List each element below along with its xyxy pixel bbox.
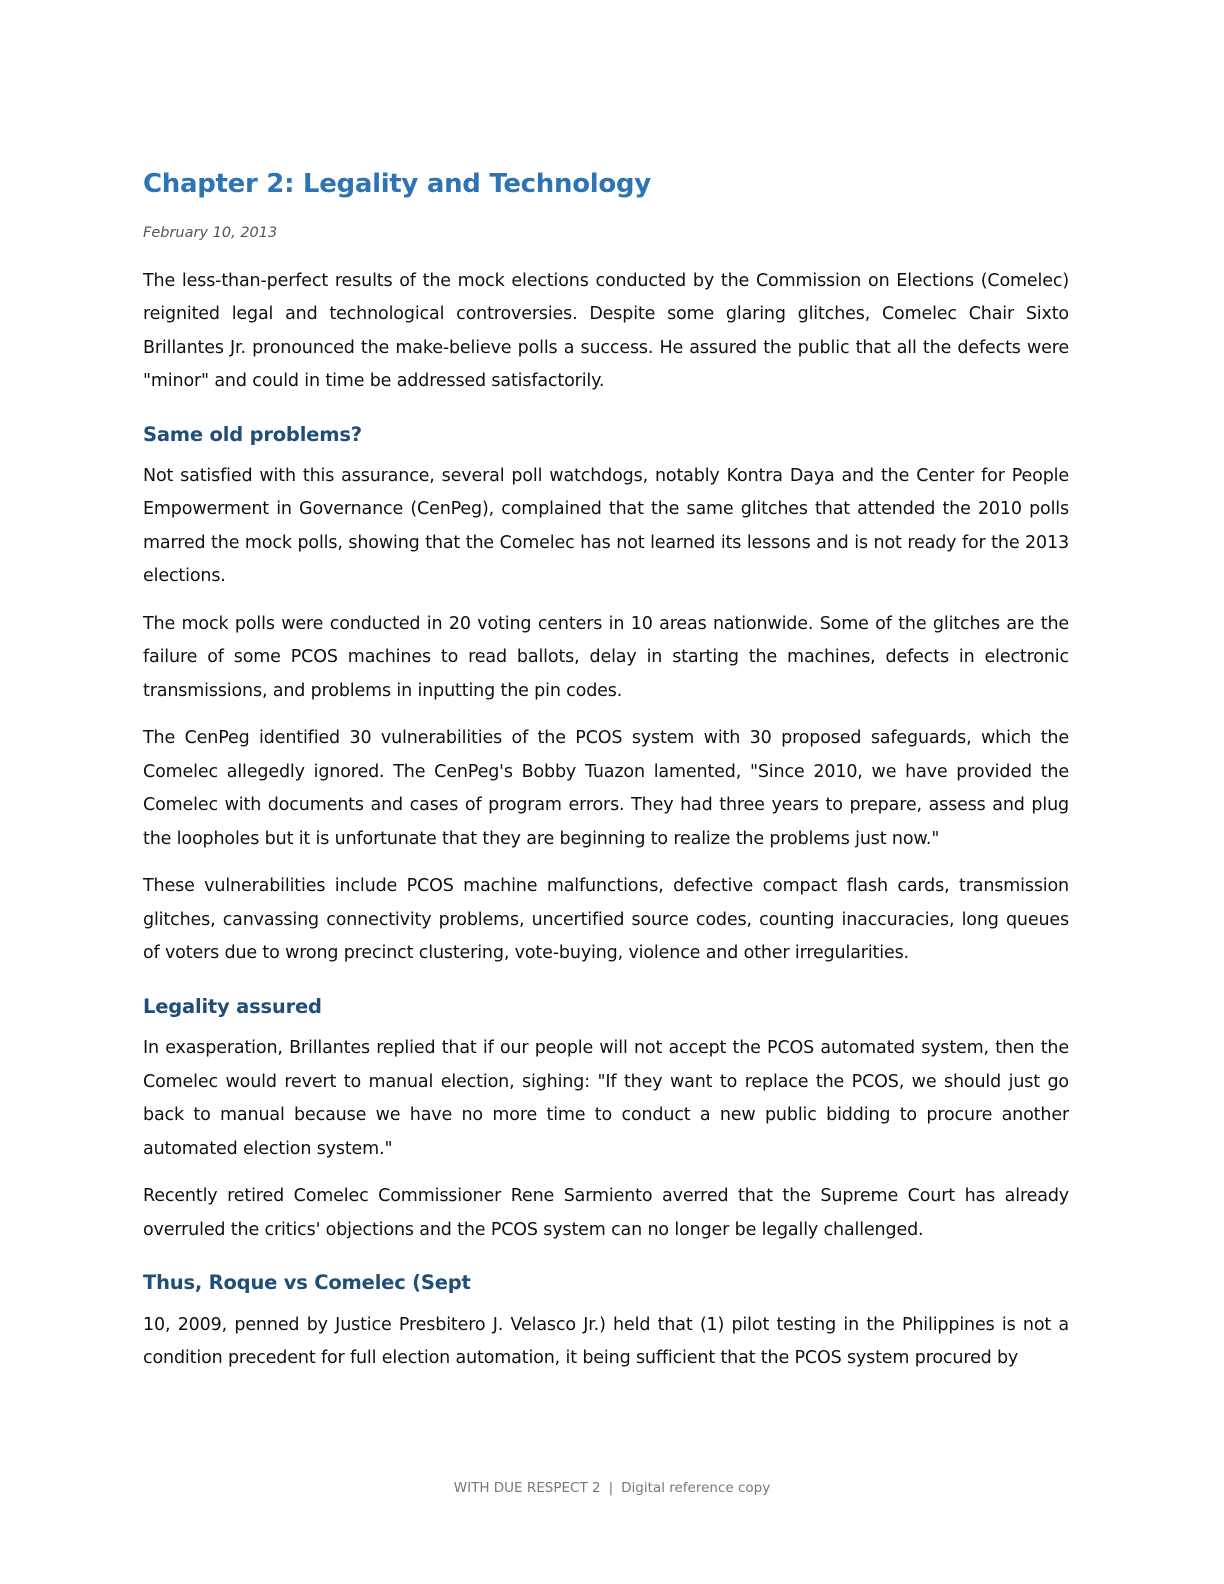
section-heading-same-old-problems: Same old problems?: [143, 422, 362, 446]
section-heading-legality-assured: Legality assured: [143, 994, 322, 1018]
paragraph: The mock polls were conducted in 20 voting centers in 10 areas nationwide. Some of the glitches are the failure of some PCOS machines to read ballots, delay in starting the machines, defects in electronic transmissions, and problems in inputting the pin codes.: [143, 613, 1069, 701]
footer-separator: |: [608, 1480, 614, 1496]
paragraph: These vulnerabilities include PCOS machine malfunctions, defective compact flash cards, transmission glitches, canvassing connectivity problems, uncertified source codes, counting inaccuracies, long queues of voters due to wrong precinct clustering, vote-buying, violence and other irregularities.: [143, 876, 1069, 964]
document-body: [143, 168, 1069, 1390]
paragraph: Not satisfied with this assurance, several poll watchdogs, notably Kontra Daya and the Center for People Empowerment in Governance (CenPeg), complained that the same glitches that attended the 2010 polls marred the mock polls, showing that the Comelec has not learned its lessons and is not ready for the 2013 elections.: [143, 465, 1069, 587]
footer-book-title: WITH DUE RESPECT 2: [453, 1480, 601, 1496]
footer-copy-label: Digital reference copy: [621, 1480, 771, 1496]
page-footer: [0, 1480, 1224, 1496]
section-heading-roque-vs-comelec: Thus, Roque vs Comelec (Sept: [143, 1271, 471, 1295]
paragraph: 10, 2009, penned by Justice Presbitero J. Velasco Jr.) held that (1) pilot testing in the Philippines is not a condition precedent for full election automation, it being sufficient that the PCOS system procured by: [143, 1314, 1069, 1369]
chapter-title: Chapter 2: Legality and Technology: [143, 169, 651, 199]
paragraph: Recently retired Comelec Commissioner Rene Sarmiento averred that the Supreme Court has already overruled the critics' objections and the PCOS system can no longer be legally challenged.: [143, 1186, 1069, 1240]
paragraph: In exasperation, Brillantes replied that if our people will not accept the PCOS automated system, then the Comelec would revert to manual election, sighing: "If they want to replace the PCOS, we should just go back to manual because we have no more time to conduct a new public bidding to procure another automated election system.": [143, 1038, 1069, 1159]
paragraph: The CenPeg identified 30 vulnerabilities of the PCOS system with 30 proposed safeguards, which the Comelec allegedly ignored. The CenPeg's Bobby Tuazon lamented, "Since 2010, we have provided the Comelec with documents and cases of program errors. They had three years to prepare, assess and plug the loopholes but it is unfortunate that they are beginning to realize the problems just now.": [143, 728, 1069, 849]
publication-date: February 10, 2013: [143, 224, 278, 241]
paragraph-intro: The less-than-perfect results of the mock elections conducted by the Commission on Elections (Comelec) reignited legal and technological controversies. Despite some glaring glitches, Comelec Chair Sixto Brillantes Jr. pronounced the make-believe polls a success. He assured the public that all the defects were "minor" and could in time be addressed satisfactorily.: [143, 270, 1069, 392]
